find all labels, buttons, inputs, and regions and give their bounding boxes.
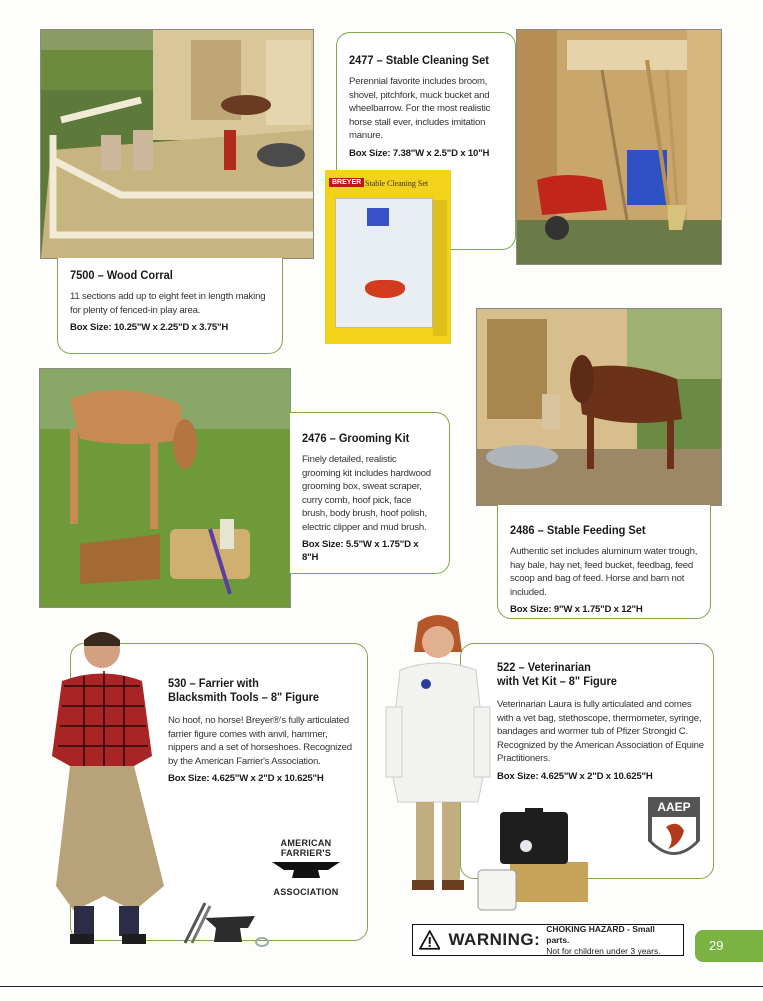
product-title: 2476 – Grooming Kit [302, 431, 410, 445]
product-title [168, 676, 343, 704]
farrier-figure [34, 626, 170, 951]
title-line-1: 530 – Farrier with [168, 676, 259, 690]
box-size: Box Size: 5.5"W x 1.75"D x 8"H [302, 539, 419, 563]
box-size: Box Size: 7.38"W x 2.5"D x 10"H [349, 147, 490, 159]
vet-bag-hay-bale [470, 808, 590, 916]
wood-corral-photo [40, 29, 314, 259]
title-line-1: 522 – Veterinarian [497, 660, 591, 674]
product-title: 2477 – Stable Cleaning Set [349, 53, 489, 67]
package-label: Stable Cleaning Set [365, 179, 429, 188]
aaep-logo [648, 797, 700, 867]
box-size: Box Size: 4.625"W x 2"D x 10.625"H [497, 770, 653, 782]
logo-line-1: AMERICAN [280, 838, 332, 848]
american-farriers-association-logo [268, 838, 344, 897]
product-description: Veterinarian Laura is fully articulated and comes with a vet bag, stethoscope, thermometer, syringe, bandages and wormer tub of Pfizer Strongid C. Recognized by the American Association of Equine Practitioners. [497, 699, 704, 764]
product-description: 11 sections add up to eight feet in length making for plenty of fenced-in play area. [70, 291, 266, 316]
product-description: No hoof, no horse! Breyer®'s fully articulated farrier figure comes with anvil, hammer, nippers and a set of horseshoes. Recognized by the American Farrier's Association. [168, 715, 352, 767]
box-size: Box Size: 10.25"W x 2.25"D x 3.75"H [70, 322, 229, 333]
anvil-icon [268, 858, 344, 882]
page-number: 29 [695, 930, 763, 962]
warning-text [546, 924, 677, 957]
stable-cleaning-package [325, 170, 451, 344]
product-description: Authentic set includes aluminum water trough, hay bale, hay net, feed bucket, feedbag, feed scoop and bag of feed. Horse and barn not included. [510, 546, 698, 598]
box-size: Box Size: 9"W x 1.75"D x 12"H [510, 604, 643, 615]
box-size: Box Size: 4.625"W x 2"D x 10.625"H [168, 773, 324, 784]
logo-line-2: FARRIER'S [280, 848, 332, 858]
grooming-kit-card [290, 412, 450, 574]
stable-feeding-photo [476, 308, 722, 506]
logo-line-3: ASSOCIATION [273, 887, 339, 897]
warning-line-1: CHOKING HAZARD - Small parts. [546, 923, 655, 945]
anvil-tools [180, 898, 270, 948]
product-description: Perennial favorite includes broom, shovel, pitchfork, muck bucket and wheelbarrow. For the most realistic horse stall ever, includes imitation manure. [349, 76, 491, 141]
warning-line-2: Not for children under 3 years. [546, 945, 661, 956]
warning-word: WARNING: [448, 930, 541, 949]
grooming-kit-photo [39, 368, 291, 608]
title-line-2: Blacksmith Tools – 8" Figure [168, 690, 320, 704]
wood-corral-card [57, 258, 283, 354]
product-title: 7500 – Wood Corral [70, 268, 173, 282]
choking-hazard-warning [412, 924, 684, 956]
bottom-rule [0, 986, 763, 1001]
product-description: Finely detailed, realistic grooming kit includes hardwood grooming box, sweat scraper, curry comb, hoof pick, face brush, body brush, hoof polish, electric clipper and mud brush. [302, 454, 431, 533]
package-brand: BREYER [329, 178, 364, 187]
warning-triangle-icon [419, 930, 440, 950]
aaep-text: AAEP [657, 800, 691, 814]
product-title: 2486 – Stable Feeding Set [510, 523, 646, 537]
stable-feeding-card [497, 505, 711, 619]
stable-cleaning-photo [516, 29, 722, 265]
title-line-2: with Vet Kit – 8" Figure [497, 674, 617, 688]
product-title [497, 660, 690, 688]
